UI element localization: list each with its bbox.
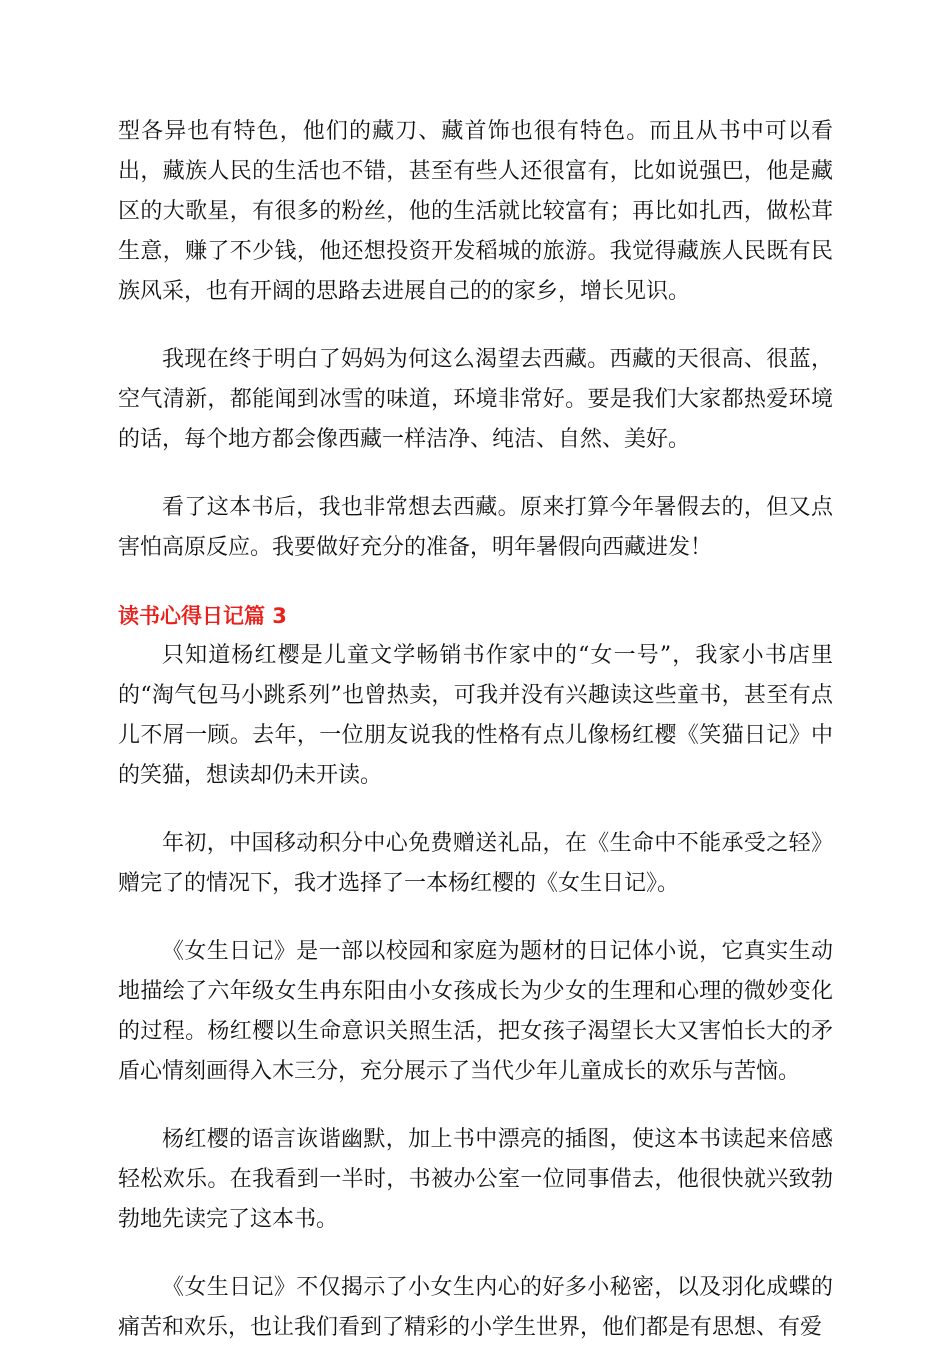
paragraph-gap <box>118 460 833 488</box>
paragraph-gap <box>118 1092 833 1120</box>
paragraph-continued: 型各异也有特色，他们的藏刀、藏首饰也很有特色。而且从书中可以看出，藏族人民的生活也不错，甚至有些人还很富有，比如说强巴，他是藏区的大歌星，有很多的粉丝，他的生活就比较富有；再比如扎西，做松茸生意，赚了不少钱，他还想投资开发稻城的旅游。我觉得藏族人民既有民族风采，也有开阔的思路去进展自己的的家乡，增长见识。 <box>118 119 833 304</box>
paragraph-gap <box>118 1240 833 1268</box>
document-page <box>118 112 833 1348</box>
paragraph: 年初，中国移动积分中心免费赠送礼品，在《生命中不能承受之轻》赠完了的情况下，我才选择了一本杨红樱的《女生日记》。 <box>118 831 833 896</box>
paragraph-gap <box>118 904 833 932</box>
paragraph: 看了这本书后，我也非常想去西藏。原来打算今年暑假去的，但又点害怕高原反应。我要做好充分的准备，明年暑假向西藏进发！ <box>118 495 833 560</box>
paragraph-gap <box>118 312 833 340</box>
paragraph: 杨红樱的语言诙谐幽默，加上书中漂亮的插图，使这本书读起来倍感轻松欢乐。在我看到一半时，书被办公室一位同事借去，他很快就兴致勃勃地先读完了这本书。 <box>118 1127 833 1232</box>
paragraph: 《女生日记》不仅揭示了小女生内心的好多小秘密，以及羽化成蝶的痛苦和欢乐，也让我们看到了精彩的小学生世界，他们都是有思想、有爱 <box>118 1275 833 1340</box>
section-heading: 读书心得日记篇 3 <box>118 604 287 628</box>
paragraph-gap <box>118 796 833 824</box>
paragraph: 只知道杨红樱是儿童文学畅销书作家中的“女一号”，我家小书店里的“淘气包马小跳系列”也曾热卖，可我并没有兴趣读这些童书，甚至有点儿不屑一顾。去年，一位朋友说我的性格有点儿像杨红樱《笑猫日记》中的笑猫，想读却仍未开读。 <box>118 643 833 788</box>
paragraph: 我现在终于明白了妈妈为何这么渴望去西藏。西藏的天很高、很蓝，空气清新，都能闻到冰雪的味道，环境非常好。要是我们大家都热爱环境的话，每个地方都会像西藏一样洁净、纯洁、自然、美好。 <box>118 347 833 452</box>
paragraph-gap <box>118 568 833 596</box>
paragraph: 《女生日记》是一部以校园和家庭为题材的日记体小说，它真实生动地描绘了六年级女生冉东阳由小女孩成长为少女的生理和心理的微妙变化的过程。杨红樱以生命意识关照生活，把女孩子渴望长大又害怕长大的矛盾心情刻画得入木三分，充分展示了当代少年儿童成长的欢乐与苦恼。 <box>118 939 833 1084</box>
